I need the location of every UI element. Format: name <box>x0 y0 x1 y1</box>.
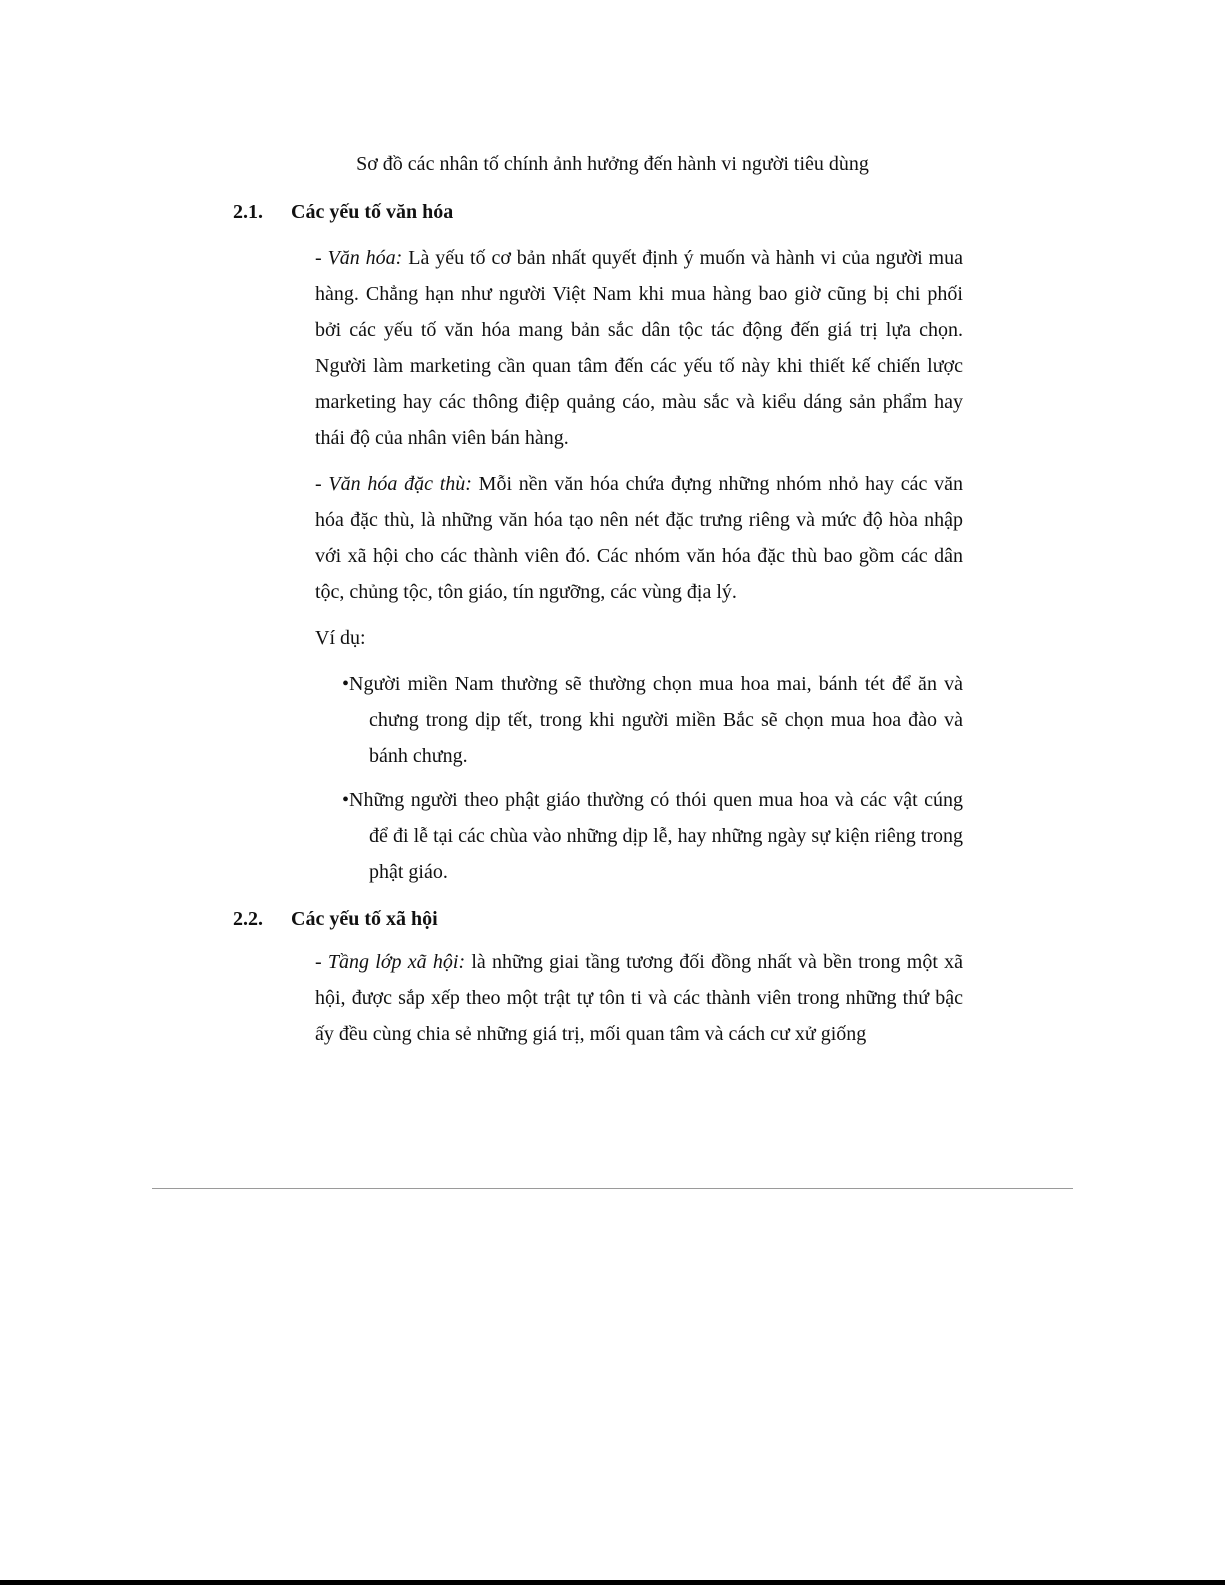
section-number: 2.1. <box>233 201 263 223</box>
section-title: Các yếu tố xã hội <box>291 908 438 930</box>
section-number: 2.2. <box>233 908 263 930</box>
paragraph-text: Mỗi nền văn hóa chứa đựng những nhóm nhỏ hay các văn hóa đặc thù, là những văn hóa tạo nên nét đặc trưng riêng và mức độ hòa nhập với xã hội cho các thành viên đó. Các nhóm văn hóa đặc thù bao gồm các dân tộc, chủng tộc, tôn giáo, tín ngưỡng, các vùng địa lý. <box>315 473 963 603</box>
list-item-text: Những người theo phật giáo thường có thói quen mua hoa và các vật cúng để đi lễ tại các chùa vào những dịp lễ, hay những ngày sự kiện riêng trong phật giáo. <box>349 789 963 883</box>
paragraph-tang-lop-xa-hoi <box>315 944 963 1052</box>
paragraph-text: là những giai tầng tương đối đồng nhất và bền trong một xã hội, được sắp xếp theo một trật tự tôn ti và các thành viên trong những thứ bậc ấy đều cùng chia sẻ những giá trị, mối quan tâm và cách cư xử giống <box>315 951 963 1045</box>
section-heading-2-2 <box>233 905 438 933</box>
list-item <box>342 782 963 890</box>
figure-caption: Sơ đồ các nhân tố chính ảnh hưởng đến hành vi người tiêu dùng <box>356 153 869 175</box>
bullet-icon: • <box>342 789 350 811</box>
dash-prefix: - <box>315 473 329 495</box>
dash-prefix: - <box>315 951 328 973</box>
paragraph-text: Là yếu tố cơ bản nhất quyết định ý muốn và hành vi của người mua hàng. Chẳng hạn như người Việt Nam khi mua hàng bao giờ cũng bị chi phối bởi các yếu tố văn hóa mang bản sắc dân tộc tác động đến giá trị lựa chọn. Người làm marketing cần quan tâm đến các yếu tố này khi thiết kế chiến lược marketing hay các thông điệp quảng cáo, màu sắc và kiểu dáng sản phẩm hay thái độ của nhân viên bán hàng. <box>315 247 963 449</box>
term-van-hoa-dac-thu: Văn hóa đặc thù: <box>328 473 472 495</box>
paragraph-van-hoa-dac-thu <box>315 466 963 610</box>
page-bottom-edge <box>0 1580 1225 1585</box>
section-title: Các yếu tố văn hóa <box>291 201 454 223</box>
list-item <box>342 666 963 774</box>
paragraph-van-hoa <box>315 240 963 456</box>
section-heading-2-1 <box>233 198 453 226</box>
bullet-icon: • <box>342 673 350 695</box>
example-label: Ví dụ: <box>315 627 366 649</box>
term-tang-lop-xa-hoi: Tầng lớp xã hội: <box>327 951 466 973</box>
page-footer-divider <box>152 1188 1073 1189</box>
list-item-text: Người miền Nam thường sẽ thường chọn mua hoa mai, bánh tét để ăn và chưng trong dịp tết, trong khi người miền Bắc sẽ chọn mua hoa đào và bánh chưng. <box>349 673 963 767</box>
term-van-hoa: Văn hóa: <box>327 247 403 269</box>
dash-prefix: - <box>315 247 328 269</box>
